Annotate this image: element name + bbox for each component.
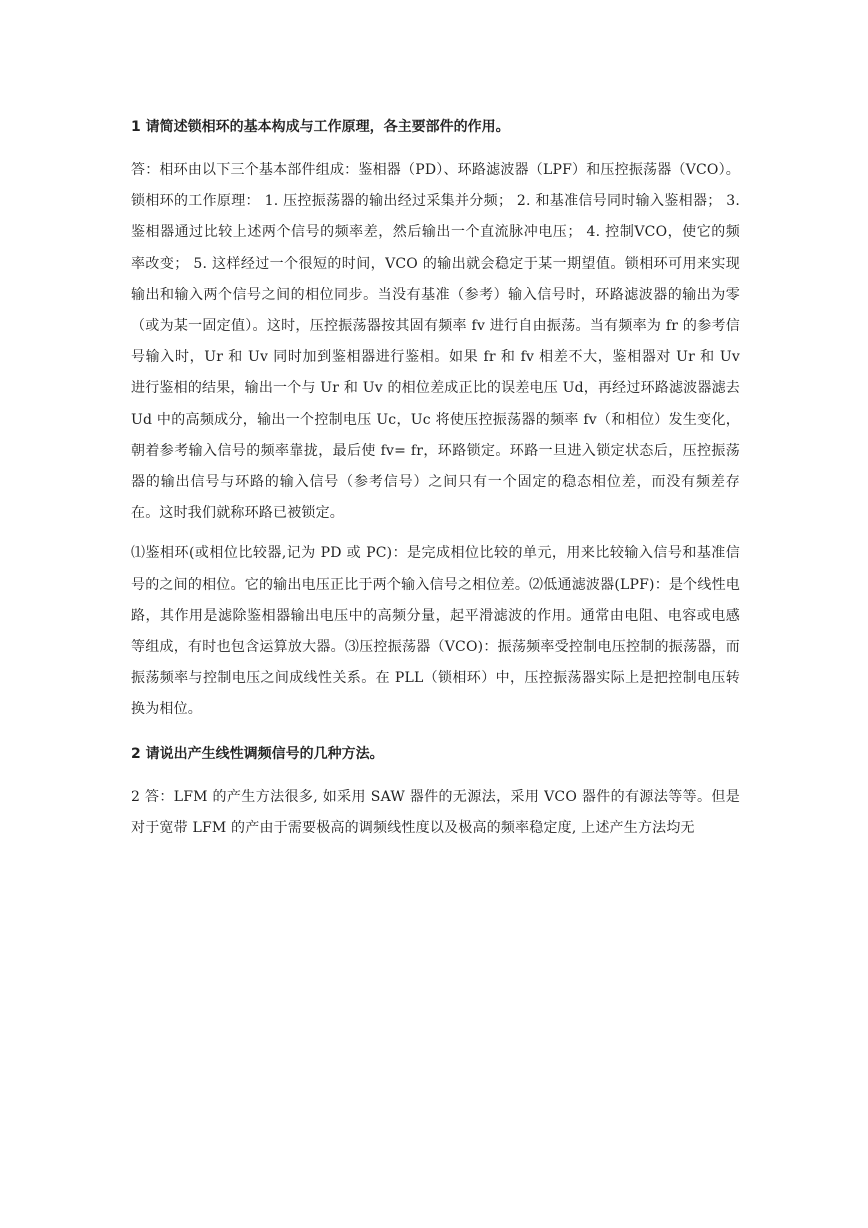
spacer (131, 146, 740, 155)
spacer (131, 773, 740, 782)
document-body (131, 108, 740, 844)
question-1-answer-paragraph-1: 答：相环由以下三个基本部件组成：鉴相器（PD）、环路滤波器（LPF）和压控振荡器（VCO）。锁相环的工作原理： 1. 压控振荡器的输出经过采集并分频； 2. 和基准信号同时输入鉴相器； 3. 鉴相器通过比较上述两个信号的频率差，然后输出一个直流脉冲电压； 4. 控制VCO，使它的频率改变； 5. 这样经过一个很短的时间，VCO 的输出就会稳定于某一期望值。锁相环可用来实现输出和输入两个信号之间的相位同步。当没有基准（参考）输入信号时，环路滤波器的输出为零（或为某一固定值）。这时，压控振荡器按其固有频率 fv 进行自由振荡。当有频率为 fr 的参考信号输入时，Ur 和 Uv 同时加到鉴相器进行鉴相。如果 fr 和 fv 相差不大，鉴相器对 Ur 和 Uv 进行鉴相的结果，输出一个与 Ur 和 Uv 的相位差成正比的误差电压 Ud，再经过环路滤波器滤去 Ud 中的高频成分，输出一个控制电压 Uc，Uc 将使压控振荡器的频率 fv（和相位）发生变化，朝着参考输入信号的频率靠拢，最后使 fv= fr，环路锁定。环路一旦进入锁定状态后，压控振荡器的输出信号与环路的输入信号（参考信号）之间只有一个固定的稳态相位差，而没有频差存在。这时我们就称环路已被锁定。 (131, 162, 740, 522)
question-2-title: 2 请说出产生线性调频信号的几种方法。 (131, 745, 384, 762)
question-2-answer-paragraph-1: 2 答：LFM 的产生方法很多, 如采用 SAW 器件的无源法，采用 VCO 器件的有源法等等。但是对于宽带 LFM 的产由于需要极高的调频线性度以及极高的频率稳定度, 上述产生方法均无 (131, 788, 740, 836)
spacer (131, 726, 740, 735)
spacer (131, 529, 740, 538)
question-1-title: 1 请简述锁相环的基本构成与工作原理，各主要部件的作用。 (131, 119, 510, 135)
question-1-answer-paragraph-2: ⑴鉴相环(或相位比较器,记为 PD 或 PC)：是完成相位比较的单元，用来比较输入信号和基准信号的之间的相位。它的输出电压正比于两个输入信号之相位差。⑵低通滤波器(LPF)：是个线性电路，其作用是滤除鉴相器输出电压中的高频分量，起平滑滤波的作用。通常由电阻、电容或电感等组成，有时也包含运算放大器。⑶压控振荡器（VCO)：振荡频率受控制电压控制的振荡器，而振荡频率与控制电压之间成线性关系。在 PLL（锁相环）中，压控振荡器实际上是把控制电压转换为相位。 (131, 545, 740, 718)
